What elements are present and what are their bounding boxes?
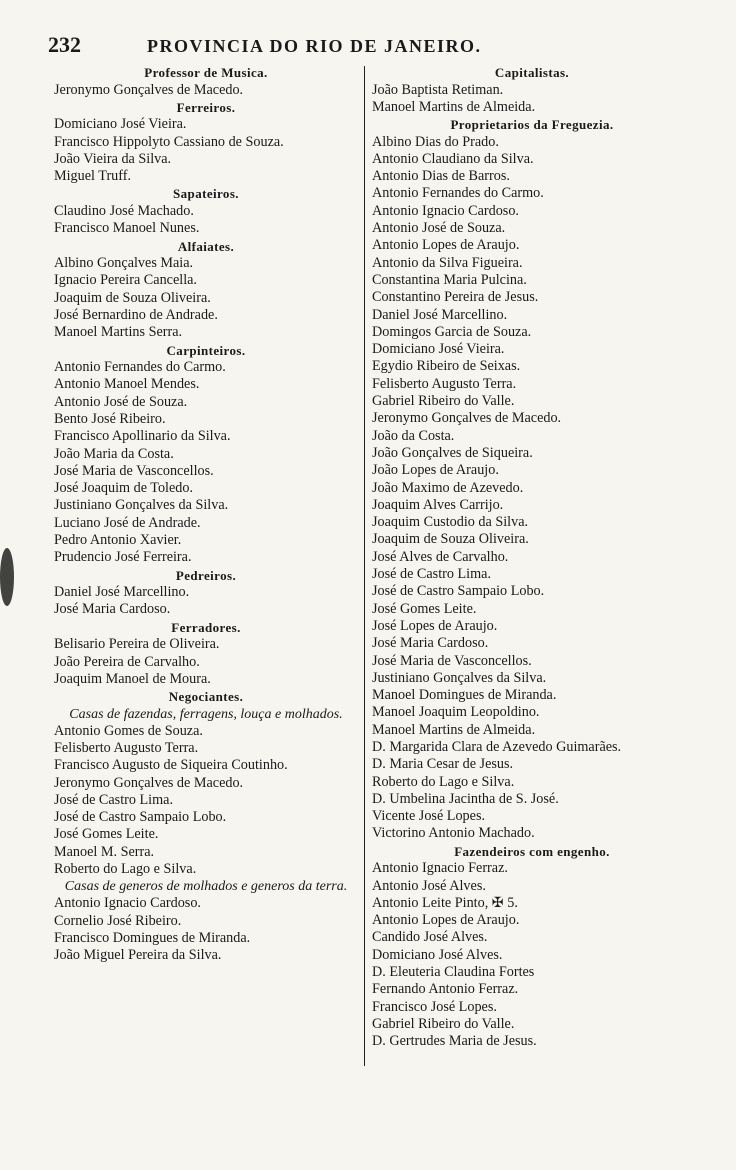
section-fazendeiros-com-engenho [372,843,692,1051]
section-heading: Fazendeiros com engenho. [454,843,610,859]
section-heading: Professor de Musica. [144,65,268,80]
list-entry: Miguel Truff. [54,168,131,185]
section-heading: Carpinteiros. [166,342,246,358]
list-entry: Antonio Fernandes do Carmo. [372,185,544,202]
list-entry: Claudino José Machado. [54,202,194,219]
list-entry: José Maria Cardoso. [54,601,171,618]
list-entry: Domiciano José Vieira. [372,341,505,358]
list-entry: José Gomes Leite. [372,600,477,617]
list-entry: Antonio Dias de Barros. [372,168,510,185]
list-entry: Antonio Lopes de Araujo. [372,237,520,254]
list-entry: Joaquim Manoel de Moura. [54,670,211,687]
list-entry: Antonio Lopes de Araujo. [372,912,520,929]
list-entry: Pedro Antonio Xavier. [54,532,182,549]
list-entry: Jeronymo Gonçalves de Macedo. [54,774,244,791]
list-entry: Antonio Manoel Mendes. [54,376,200,393]
section-heading: Sapateiros. [173,186,239,202]
list-entry: Felisberto Augusto Terra. [54,739,199,756]
list-entry: Francisco Hippolyto Cassiano de Souza. [54,133,284,150]
section-heading: Capitalistas. [494,65,570,80]
list-entry: José de Castro Sampaio Lobo. [54,809,227,826]
list-entry: José Bernardino de Andrade. [54,306,218,323]
list-entry: Domiciano José Vieira. [54,116,187,133]
list-entry: João Gonçalves de Siqueira. [372,444,533,461]
list-entry: Jeronymo Gonçalves de Macedo. [54,81,244,98]
section-ferreiros [52,99,360,186]
section-heading: Ferradores. [171,619,241,635]
section-pedreiros [52,567,360,619]
section-subheading: Casas de fazendas, ferragens, louça e molhados. [69,706,343,722]
list-entry: Jeronymo Gonçalves de Macedo. [372,410,562,427]
list-entry: Antonio da Silva Figueira. [372,254,523,271]
list-entry: Justiniano Gonçalves da Silva. [54,497,229,514]
list-entry: Felisberto Augusto Terra. [372,375,517,392]
list-entry: José Gomes Leite. [54,826,159,843]
list-entry: Antonio Ignacio Cardoso. [54,895,201,912]
list-entry: Gabriel Ribeiro do Valle. [372,1015,515,1032]
list-entry: Antonio José Alves. [372,877,486,894]
list-entry: José Maria de Vasconcellos. [372,652,532,669]
list-entry: Joaquim de Souza Oliveira. [54,289,211,306]
list-entry: Roberto do Lago e Silva. [372,773,515,790]
section-alfaiates [52,238,360,342]
list-entry: Fernando Antonio Ferraz. [372,981,519,998]
list-entry: Gabriel Ribeiro do Valle. [372,393,515,410]
section-continuation [52,878,360,964]
list-entry: Antonio Ignacio Ferraz. [372,860,508,877]
section-negociantes [52,688,360,878]
list-entry: João Maximo de Azevedo. [372,479,524,496]
section-proprietarios-da-freguezia [372,116,692,843]
list-entry: João da Costa. [372,427,455,444]
list-entry: Cornelio José Ribeiro. [54,912,182,929]
list-entry: José Maria Cardoso. [372,635,489,652]
section-ferradores [52,619,360,688]
list-entry: Albino Dias do Prado. [372,133,499,150]
list-entry: Manoel Martins de Almeida. [372,721,536,738]
right-column [372,64,692,1051]
list-entry: João Maria da Costa. [54,445,174,462]
list-entry: Ignacio Pereira Cancella. [54,272,197,289]
section-heading: Alfaiates. [177,238,235,254]
list-entry: D. Umbelina Jacintha de S. José. [372,790,559,807]
list-entry: José de Castro Lima. [372,566,491,583]
list-entry: Domingos Garcia de Souza. [372,323,532,340]
list-entry: Belisario Pereira de Oliveira. [54,636,220,653]
list-entry: Constantino Pereira de Jesus. [372,289,539,306]
running-head: PROVINCIA DO RIO DE JANEIRO. [147,36,482,56]
list-entry: Francisco Apollinario da Silva. [54,428,231,445]
section-professor-de-musica [52,64,360,99]
list-entry: João Vieira da Silva. [54,150,172,167]
page-header [40,32,710,58]
list-entry: Domiciano José Alves. [372,946,503,963]
list-entry: Roberto do Lago e Silva. [54,860,197,877]
list-entry: Vicente José Lopes. [372,808,486,825]
list-entry: João Pereira de Carvalho. [54,653,200,670]
list-entry: Victorino Antonio Machado. [372,825,535,842]
section-heading: Pedreiros. [175,567,237,583]
list-entry: Daniel José Marcellino. [54,584,190,601]
page-number: 232 [48,32,81,57]
list-entry: Candido José Alves. [372,929,488,946]
list-entry: Manoel Joaquim Leopoldino. [372,704,540,721]
list-entry: Albino Gonçalves Maia. [54,255,194,272]
ink-blot [0,548,14,606]
list-entry: Joaquim Custodio da Silva. [372,514,529,531]
list-entry: Manoel Martins Serra. [54,324,183,341]
list-entry: Luciano José de Andrade. [54,514,201,531]
list-entry: José Maria de Vasconcellos. [54,462,214,479]
list-entry: Antonio Gomes de Souza. [54,722,203,739]
list-entry: Justiniano Gonçalves da Silva. [372,669,547,686]
list-entry: Francisco Manoel Nunes. [54,220,200,237]
list-entry: Constantina Maria Pulcina. [372,271,527,288]
list-entry: João Miguel Pereira da Silva. [54,947,222,964]
list-entry: Manoel Domingues de Miranda. [372,687,557,704]
list-entry: D. Maria Cesar de Jesus. [372,756,514,773]
list-entry: Antonio Ignacio Cardoso. [372,202,519,219]
section-subheading: Casas de generos de molhados e generos da terra. [64,879,348,895]
list-entry: Prudencio José Ferreira. [54,549,192,566]
list-entry: Daniel José Marcellino. [372,306,508,323]
list-entry: João Lopes de Araujo. [372,462,499,479]
list-entry: Egydio Ribeiro de Seixas. [372,358,521,375]
list-entry: José de Castro Sampaio Lobo. [372,583,545,600]
list-entry: Manoel Martins de Almeida. [372,98,536,115]
list-entry: João Baptista Retiman. [372,81,504,98]
section-sapateiros [52,185,360,237]
section-heading: Proprietarios da Freguezia. [450,117,614,133]
list-entry: Manoel M. Serra. [54,843,155,860]
section-heading: Negociantes. [168,689,244,705]
list-entry: Bento José Ribeiro. [54,410,166,427]
list-entry: Antonio Fernandes do Carmo. [54,359,226,376]
list-entry: D. Eleuteria Claudina Fortes [372,964,535,981]
section-capitalistas [372,64,692,116]
list-entry: Antonio José de Souza. [372,220,506,237]
section-carpinteiros [52,342,360,567]
list-entry: Francisco Domingues de Miranda. [54,929,251,946]
list-entry: Antonio Claudiano da Silva. [372,150,534,167]
list-entry: Joaquim Alves Carrijo. [372,496,504,513]
list-entry: Francisco Augusto de Siqueira Coutinho. [54,757,288,774]
list-entry: Joaquim de Souza Oliveira. [372,531,529,548]
list-entry: José Joaquim de Toledo. [54,480,194,497]
column-divider [364,66,365,1066]
list-entry: José Alves de Carvalho. [372,548,509,565]
section-heading: Ferreiros. [176,99,236,115]
list-entry: José de Castro Lima. [54,791,173,808]
list-entry: D. Gertrudes Maria de Jesus. [372,1033,537,1050]
list-entry: José Lopes de Araujo. [372,617,498,634]
left-column [52,64,360,964]
list-entry: D. Margarida Clara de Azevedo Guimarães. [372,738,622,755]
list-entry: Antonio José de Souza. [54,393,188,410]
list-entry: Antonio Leite Pinto, ✠ 5. [372,894,518,911]
list-entry: Francisco José Lopes. [372,998,497,1015]
